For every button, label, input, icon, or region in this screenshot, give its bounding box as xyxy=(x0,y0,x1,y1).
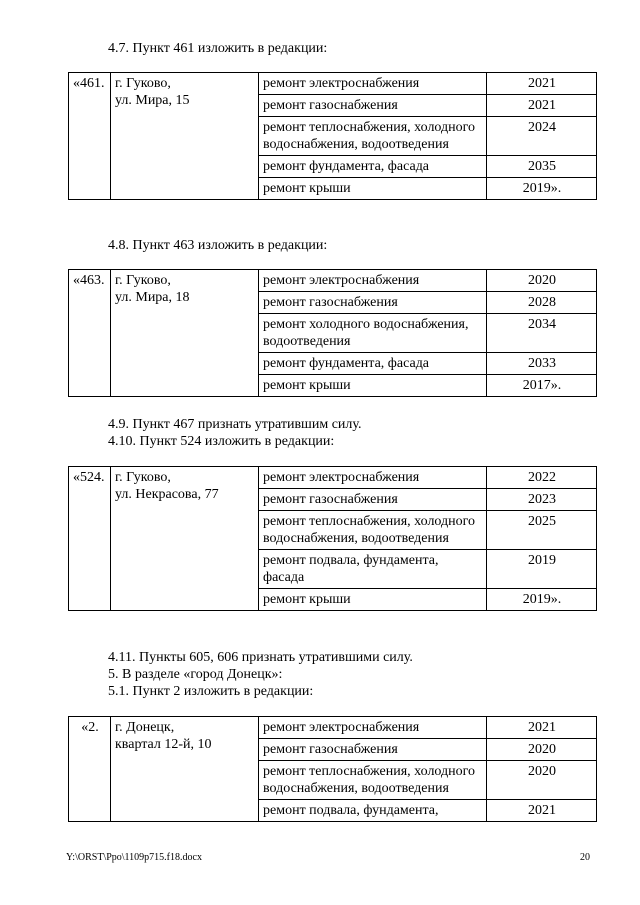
work-type: ремонт крыши xyxy=(259,375,487,397)
work-type: ремонт газоснабжения xyxy=(259,95,487,117)
amendment-table-461 xyxy=(68,72,597,200)
paragraph-4-10: 4.10. Пункт 524 изложить в редакции: xyxy=(108,434,335,449)
work-year: 2020 xyxy=(487,270,597,292)
item-number: «2. xyxy=(69,717,111,822)
work-type: ремонт электроснабжения xyxy=(259,467,487,489)
work-type: ремонт теплоснабжения, холодного водоснабжения, водоотведения xyxy=(259,117,487,156)
item-number: «461. xyxy=(69,73,111,200)
work-year: 2019». xyxy=(487,178,597,200)
work-type: ремонт крыши xyxy=(259,178,487,200)
work-year: 2034 xyxy=(487,314,597,353)
item-number: «463. xyxy=(69,270,111,397)
item-address xyxy=(111,270,259,397)
work-type: ремонт теплоснабжения, холодного водоснабжения, водоотведения xyxy=(259,511,487,550)
item-address xyxy=(111,467,259,611)
work-type: ремонт газоснабжения xyxy=(259,739,487,761)
amendment-table-2 xyxy=(68,716,597,822)
work-type: ремонт подвала, фундамента, фасада xyxy=(259,550,487,589)
item-address xyxy=(111,73,259,200)
item-address xyxy=(111,717,259,822)
work-year: 2035 xyxy=(487,156,597,178)
item-number: «524. xyxy=(69,467,111,611)
work-year: 2020 xyxy=(487,761,597,800)
address-city: г. Донецк, xyxy=(115,720,175,735)
work-year: 2028 xyxy=(487,292,597,314)
work-type: ремонт газоснабжения xyxy=(259,489,487,511)
paragraph-5: 5. В разделе «город Донецк»: xyxy=(108,667,283,682)
address-city: г. Гуково, xyxy=(115,76,171,91)
paragraph-4-7: 4.7. Пункт 461 изложить в редакции: xyxy=(108,41,328,56)
work-year: 2021 xyxy=(487,717,597,739)
paragraph-4-9: 4.9. Пункт 467 признать утратившим силу. xyxy=(108,417,362,432)
footer-page-number: 20 xyxy=(580,852,590,863)
table-row xyxy=(69,467,597,489)
work-year: 2020 xyxy=(487,739,597,761)
work-type: ремонт фундамента, фасада xyxy=(259,156,487,178)
table-row xyxy=(69,270,597,292)
work-year: 2017». xyxy=(487,375,597,397)
address-street: ул. Мира, 18 xyxy=(115,290,190,305)
work-type: ремонт газоснабжения xyxy=(259,292,487,314)
work-year: 2025 xyxy=(487,511,597,550)
work-type: ремонт подвала, фундамента, xyxy=(259,800,487,822)
work-type: ремонт электроснабжения xyxy=(259,270,487,292)
amendment-table-463 xyxy=(68,269,597,397)
work-year: 2019 xyxy=(487,550,597,589)
amendment-table-524 xyxy=(68,466,597,611)
work-type: ремонт крыши xyxy=(259,589,487,611)
work-type: ремонт электроснабжения xyxy=(259,717,487,739)
paragraph-5-1: 5.1. Пункт 2 изложить в редакции: xyxy=(108,684,314,699)
address-city: г. Гуково, xyxy=(115,273,171,288)
work-type: ремонт теплоснабжения, холодного водоснабжения, водоотведения xyxy=(259,761,487,800)
work-type: ремонт фундамента, фасада xyxy=(259,353,487,375)
table-row xyxy=(69,717,597,739)
address-street: ул. Некрасова, 77 xyxy=(115,487,219,502)
table-row xyxy=(69,73,597,95)
paragraph-4-8: 4.8. Пункт 463 изложить в редакции: xyxy=(108,238,328,253)
address-street: квартал 12-й, 10 xyxy=(115,737,212,752)
work-type: ремонт электроснабжения xyxy=(259,73,487,95)
work-year: 2022 xyxy=(487,467,597,489)
footer-file-path: Y:\ORST\Ppo\1109p715.f18.docx xyxy=(66,852,202,863)
work-year: 2033 xyxy=(487,353,597,375)
work-year: 2019». xyxy=(487,589,597,611)
work-year: 2023 xyxy=(487,489,597,511)
work-year: 2021 xyxy=(487,73,597,95)
work-year: 2024 xyxy=(487,117,597,156)
paragraph-4-11: 4.11. Пункты 605, 606 признать утратившими силу. xyxy=(108,650,413,665)
work-type: ремонт холодного водоснабжения, водоотведения xyxy=(259,314,487,353)
address-street: ул. Мира, 15 xyxy=(115,93,190,108)
address-city: г. Гуково, xyxy=(115,470,171,485)
work-year: 2021 xyxy=(487,95,597,117)
work-year: 2021 xyxy=(487,800,597,822)
